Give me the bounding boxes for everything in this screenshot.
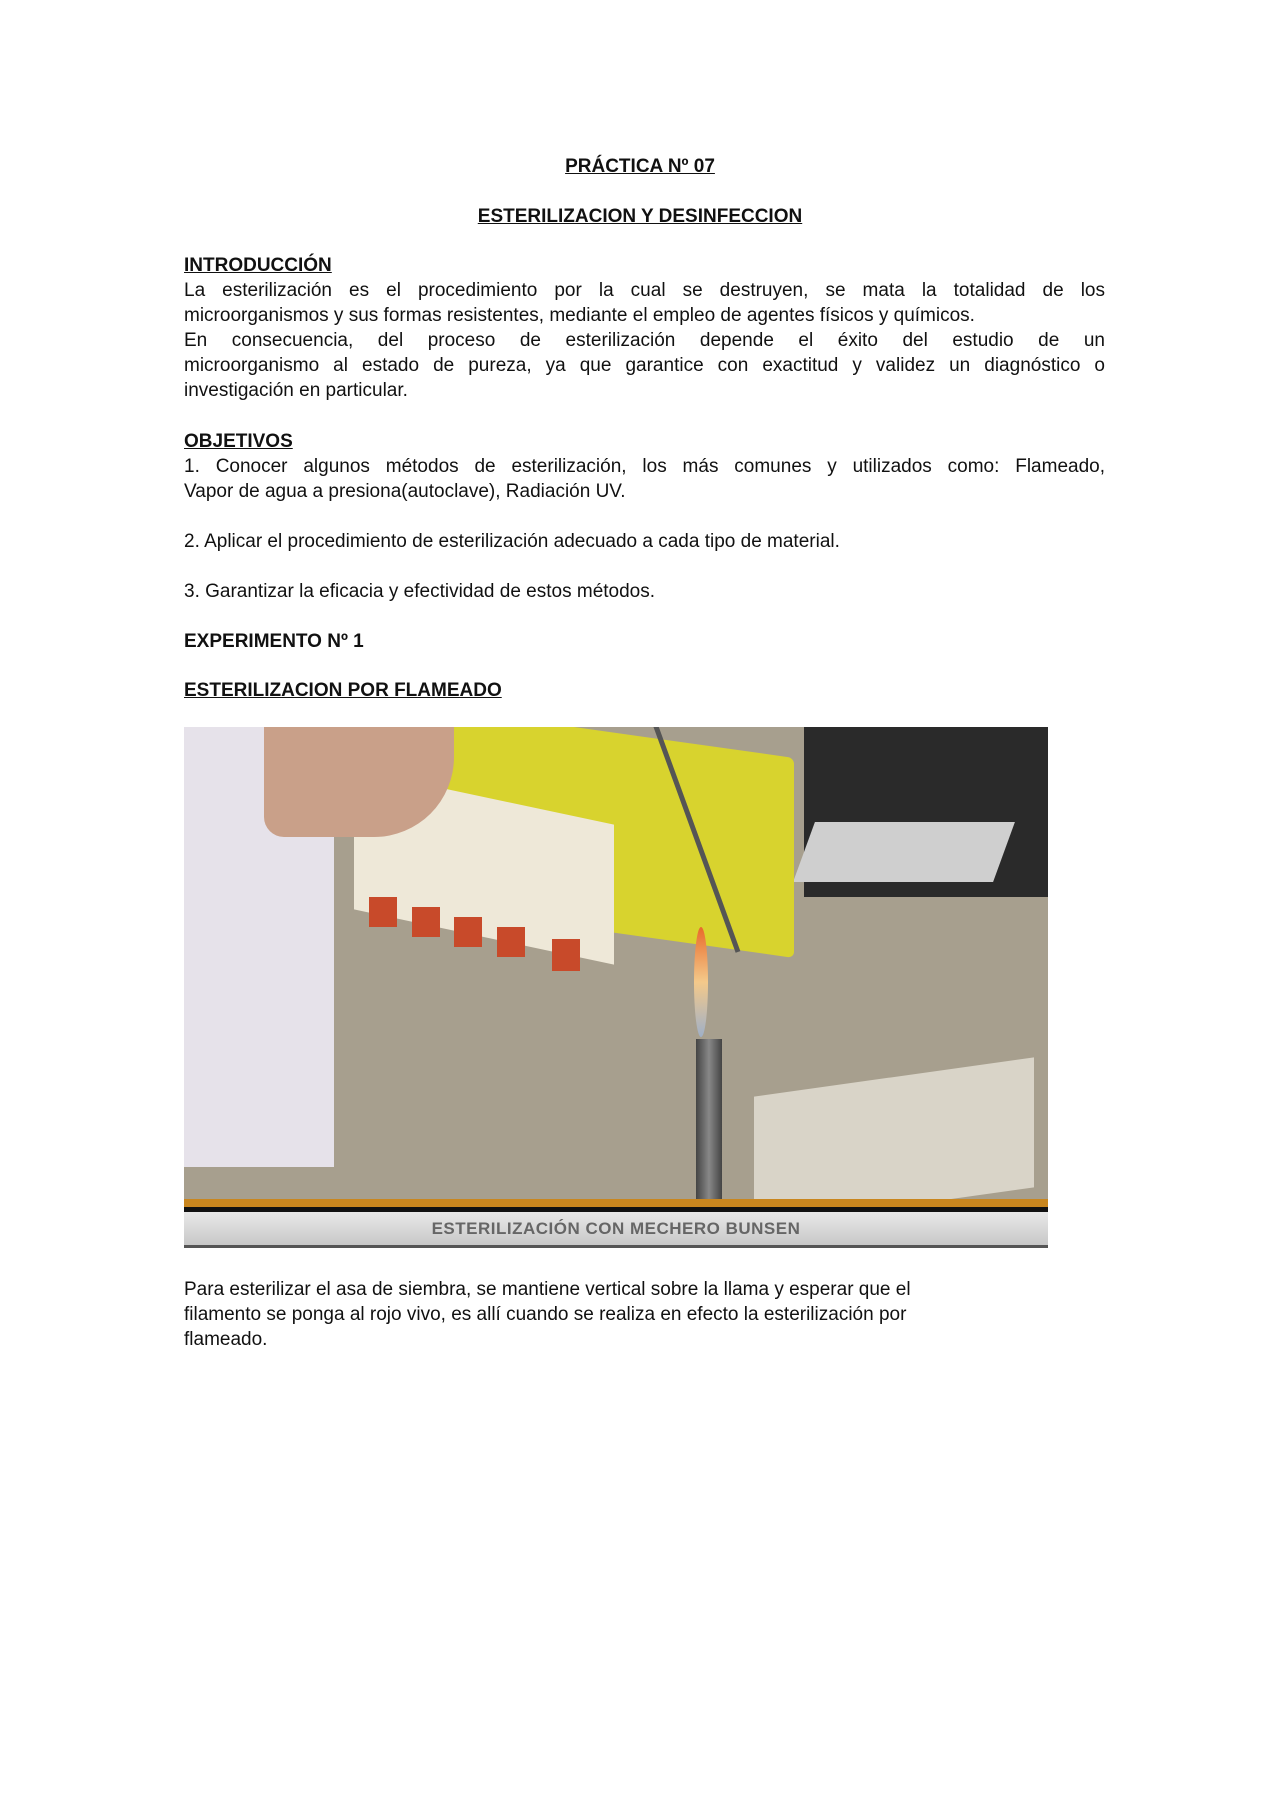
- experimento-subheading: ESTERILIZACION POR FLAMEADO: [184, 680, 502, 701]
- objetivos-heading: OBJETIVOS: [184, 431, 293, 452]
- text-line: Para esterilizar el asa de siembra, se mantiene vertical sobre la llama y esperar que el: [184, 1279, 911, 1300]
- text-line: flameado.: [184, 1329, 268, 1350]
- bunsen-burner-photo: [184, 727, 1048, 1248]
- text-line: 1. Conocer algunos métodos de esterilización, los más comunes y utilizados como: Flameado,: [184, 456, 1105, 477]
- photo-caption: ESTERILIZACIÓN CON MECHERO BUNSEN: [184, 1212, 1048, 1248]
- hazard-symbol: [412, 907, 440, 937]
- hazard-symbol: [552, 939, 580, 971]
- photo-burner-tube: [696, 1039, 722, 1207]
- text-line: microorganismo al estado de pureza, ya que garantice con exactitud y validez un diagnóstico o: [184, 355, 1105, 376]
- objetivo-1: [184, 454, 1105, 504]
- text-line: En consecuencia, del proceso de esterilización depende el éxito del estudio de un: [184, 330, 1105, 351]
- text-line: filamento se ponga al rojo vivo, es allí cuando se realiza en efecto la esterilización por: [184, 1304, 907, 1325]
- hazard-symbol: [454, 917, 482, 947]
- text-line: investigación en particular.: [184, 380, 408, 401]
- objetivo-2: 2. Aplicar el procedimiento de esterilización adecuado a cada tipo de material.: [184, 531, 840, 552]
- photo-paper: [793, 822, 1015, 882]
- experimento-heading: EXPERIMENTO Nº 1: [184, 631, 364, 652]
- experimento-paragraph: [184, 1277, 1105, 1352]
- photo-orange-stripe: [184, 1199, 1048, 1207]
- introduccion-heading: INTRODUCCIÓN: [184, 255, 332, 276]
- hazard-symbol: [497, 927, 525, 957]
- document-title: PRÁCTICA Nº 07: [565, 156, 715, 177]
- text-line: La esterilización es el procedimiento por la cual se destruyen, se mata la totalidad de los: [184, 280, 1105, 301]
- document-subtitle: ESTERILIZACION Y DESINFECCION: [477, 206, 803, 227]
- text-line: Vapor de agua a presiona(autoclave), Radiación UV.: [184, 481, 626, 502]
- photo-flame: [694, 927, 708, 1037]
- introduccion-paragraph: [184, 278, 1105, 403]
- objetivo-3: 3. Garantizar la eficacia y efectividad de estos métodos.: [184, 581, 656, 602]
- text-line: microorganismos y sus formas resistentes, mediante el empleo de agentes físicos y químicos.: [184, 305, 975, 326]
- hazard-symbol: [369, 897, 397, 927]
